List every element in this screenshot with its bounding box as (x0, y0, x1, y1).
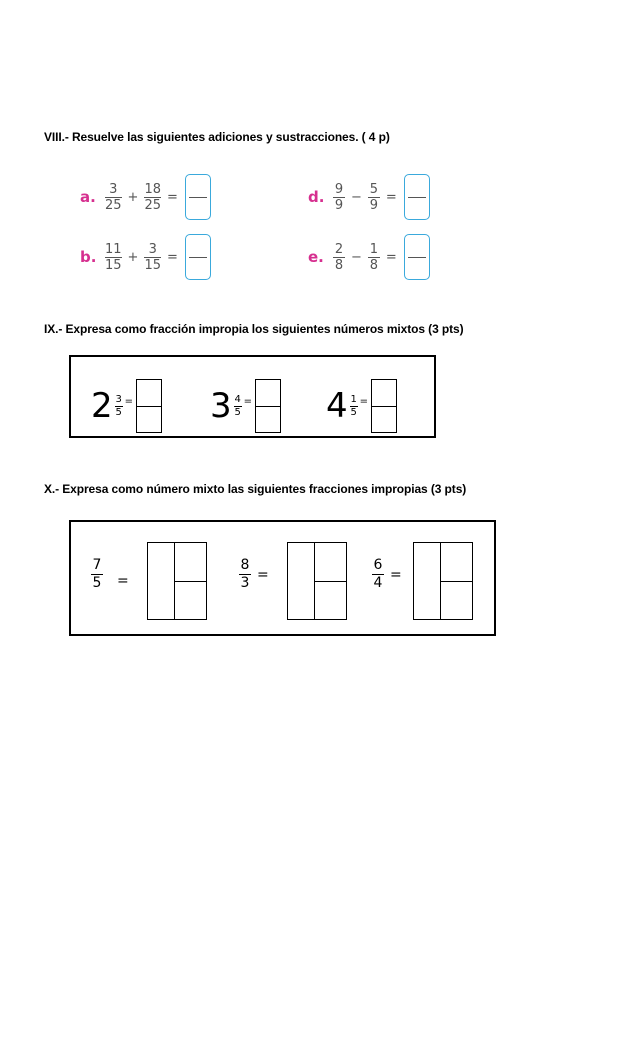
denominator: 15 (144, 257, 161, 273)
answer-box[interactable] (404, 174, 430, 220)
mixed-number-item (326, 379, 397, 433)
numerator: 11 (105, 241, 122, 257)
fraction (115, 395, 123, 418)
numerator: 5 (369, 181, 379, 197)
fraction (144, 182, 161, 213)
answer-mixed-number-box[interactable] (413, 542, 473, 620)
whole-number: 4 (326, 386, 348, 426)
exercise-letter: e. (308, 248, 324, 266)
numerator: 1 (350, 393, 357, 405)
numerator: 3 (109, 181, 118, 197)
numerator: 3 (148, 241, 157, 257)
equals-sign: = (243, 395, 253, 407)
answer-box[interactable] (404, 234, 430, 280)
fraction (105, 182, 122, 213)
equals-sign: = (385, 249, 397, 265)
section-8-heading: VIII.- Resuelve las siguientes adiciones y sustracciones. ( 4 p) (44, 130, 390, 144)
numerator: 2 (334, 241, 344, 257)
denominator: 9 (369, 197, 379, 213)
operator: + (127, 189, 139, 205)
numerator: 3 (115, 393, 122, 405)
denominator: 5 (234, 406, 241, 418)
fraction (368, 182, 380, 213)
equals-sign: = (257, 566, 269, 583)
improper-fraction-item (239, 558, 269, 591)
denominator: 25 (144, 197, 161, 213)
denominator: 25 (105, 197, 122, 213)
exercise-letter: a. (80, 188, 96, 206)
fraction (333, 242, 345, 273)
operator: + (127, 249, 139, 265)
answer-mixed-number-box[interactable] (287, 542, 347, 620)
exercise-a (80, 173, 211, 221)
denominator: 3 (240, 575, 250, 591)
answer-fraction-box[interactable] (371, 379, 397, 433)
denominator: 15 (105, 257, 122, 273)
section-9-heading: IX.- Expresa como fracción impropia los siguientes números mixtos (3 pts) (44, 322, 464, 336)
answer-box[interactable] (185, 174, 211, 220)
answer-mixed-number-box[interactable] (147, 542, 207, 620)
fraction (368, 242, 380, 273)
equals-sign: = (385, 189, 397, 205)
fraction (91, 558, 103, 591)
improper-fractions-frame (69, 520, 496, 636)
equals-sign: = (359, 395, 369, 407)
numerator: 4 (234, 393, 241, 405)
fraction (350, 395, 358, 418)
improper-fraction-item (372, 558, 402, 591)
operator: − (351, 249, 362, 265)
whole-number: 3 (210, 386, 232, 426)
exercise-b (80, 233, 211, 281)
mixed-number-item (210, 379, 281, 433)
section-10-heading: X.- Expresa como número mixto las siguientes fracciones impropias (3 pts) (44, 482, 467, 496)
denominator: 4 (373, 575, 383, 591)
denominator: 9 (334, 197, 344, 213)
numerator: 6 (373, 557, 383, 573)
numerator: 8 (240, 557, 250, 573)
answer-fraction-box[interactable] (136, 379, 162, 433)
answer-fraction-box[interactable] (255, 379, 281, 433)
fraction (234, 395, 242, 418)
mixed-number-item (91, 379, 162, 433)
fraction (239, 558, 251, 591)
operator: − (351, 189, 362, 205)
denominator: 5 (92, 575, 102, 591)
fraction (105, 242, 122, 273)
whole-number: 2 (91, 386, 113, 426)
exercise-letter: d. (308, 188, 325, 206)
exercise-e (308, 233, 430, 281)
numerator: 7 (92, 557, 102, 573)
equals-sign: = (390, 566, 402, 583)
answer-box[interactable] (185, 234, 211, 280)
equals-sign: = (117, 572, 129, 589)
mixed-numbers-frame (69, 355, 436, 438)
numerator: 9 (334, 181, 344, 197)
denominator: 8 (334, 257, 344, 273)
equals-sign: = (124, 395, 134, 407)
denominator: 5 (115, 406, 122, 418)
exercise-letter: b. (80, 248, 97, 266)
numerator: 1 (369, 241, 379, 257)
improper-fraction-item (91, 558, 129, 591)
fraction (144, 242, 161, 273)
denominator: 5 (350, 406, 357, 418)
exercise-d (308, 173, 430, 221)
numerator: 18 (144, 181, 161, 197)
fraction (333, 182, 345, 213)
equals-sign: = (167, 249, 178, 265)
equals-sign: = (167, 189, 178, 205)
fraction (372, 558, 384, 591)
denominator: 8 (369, 257, 379, 273)
